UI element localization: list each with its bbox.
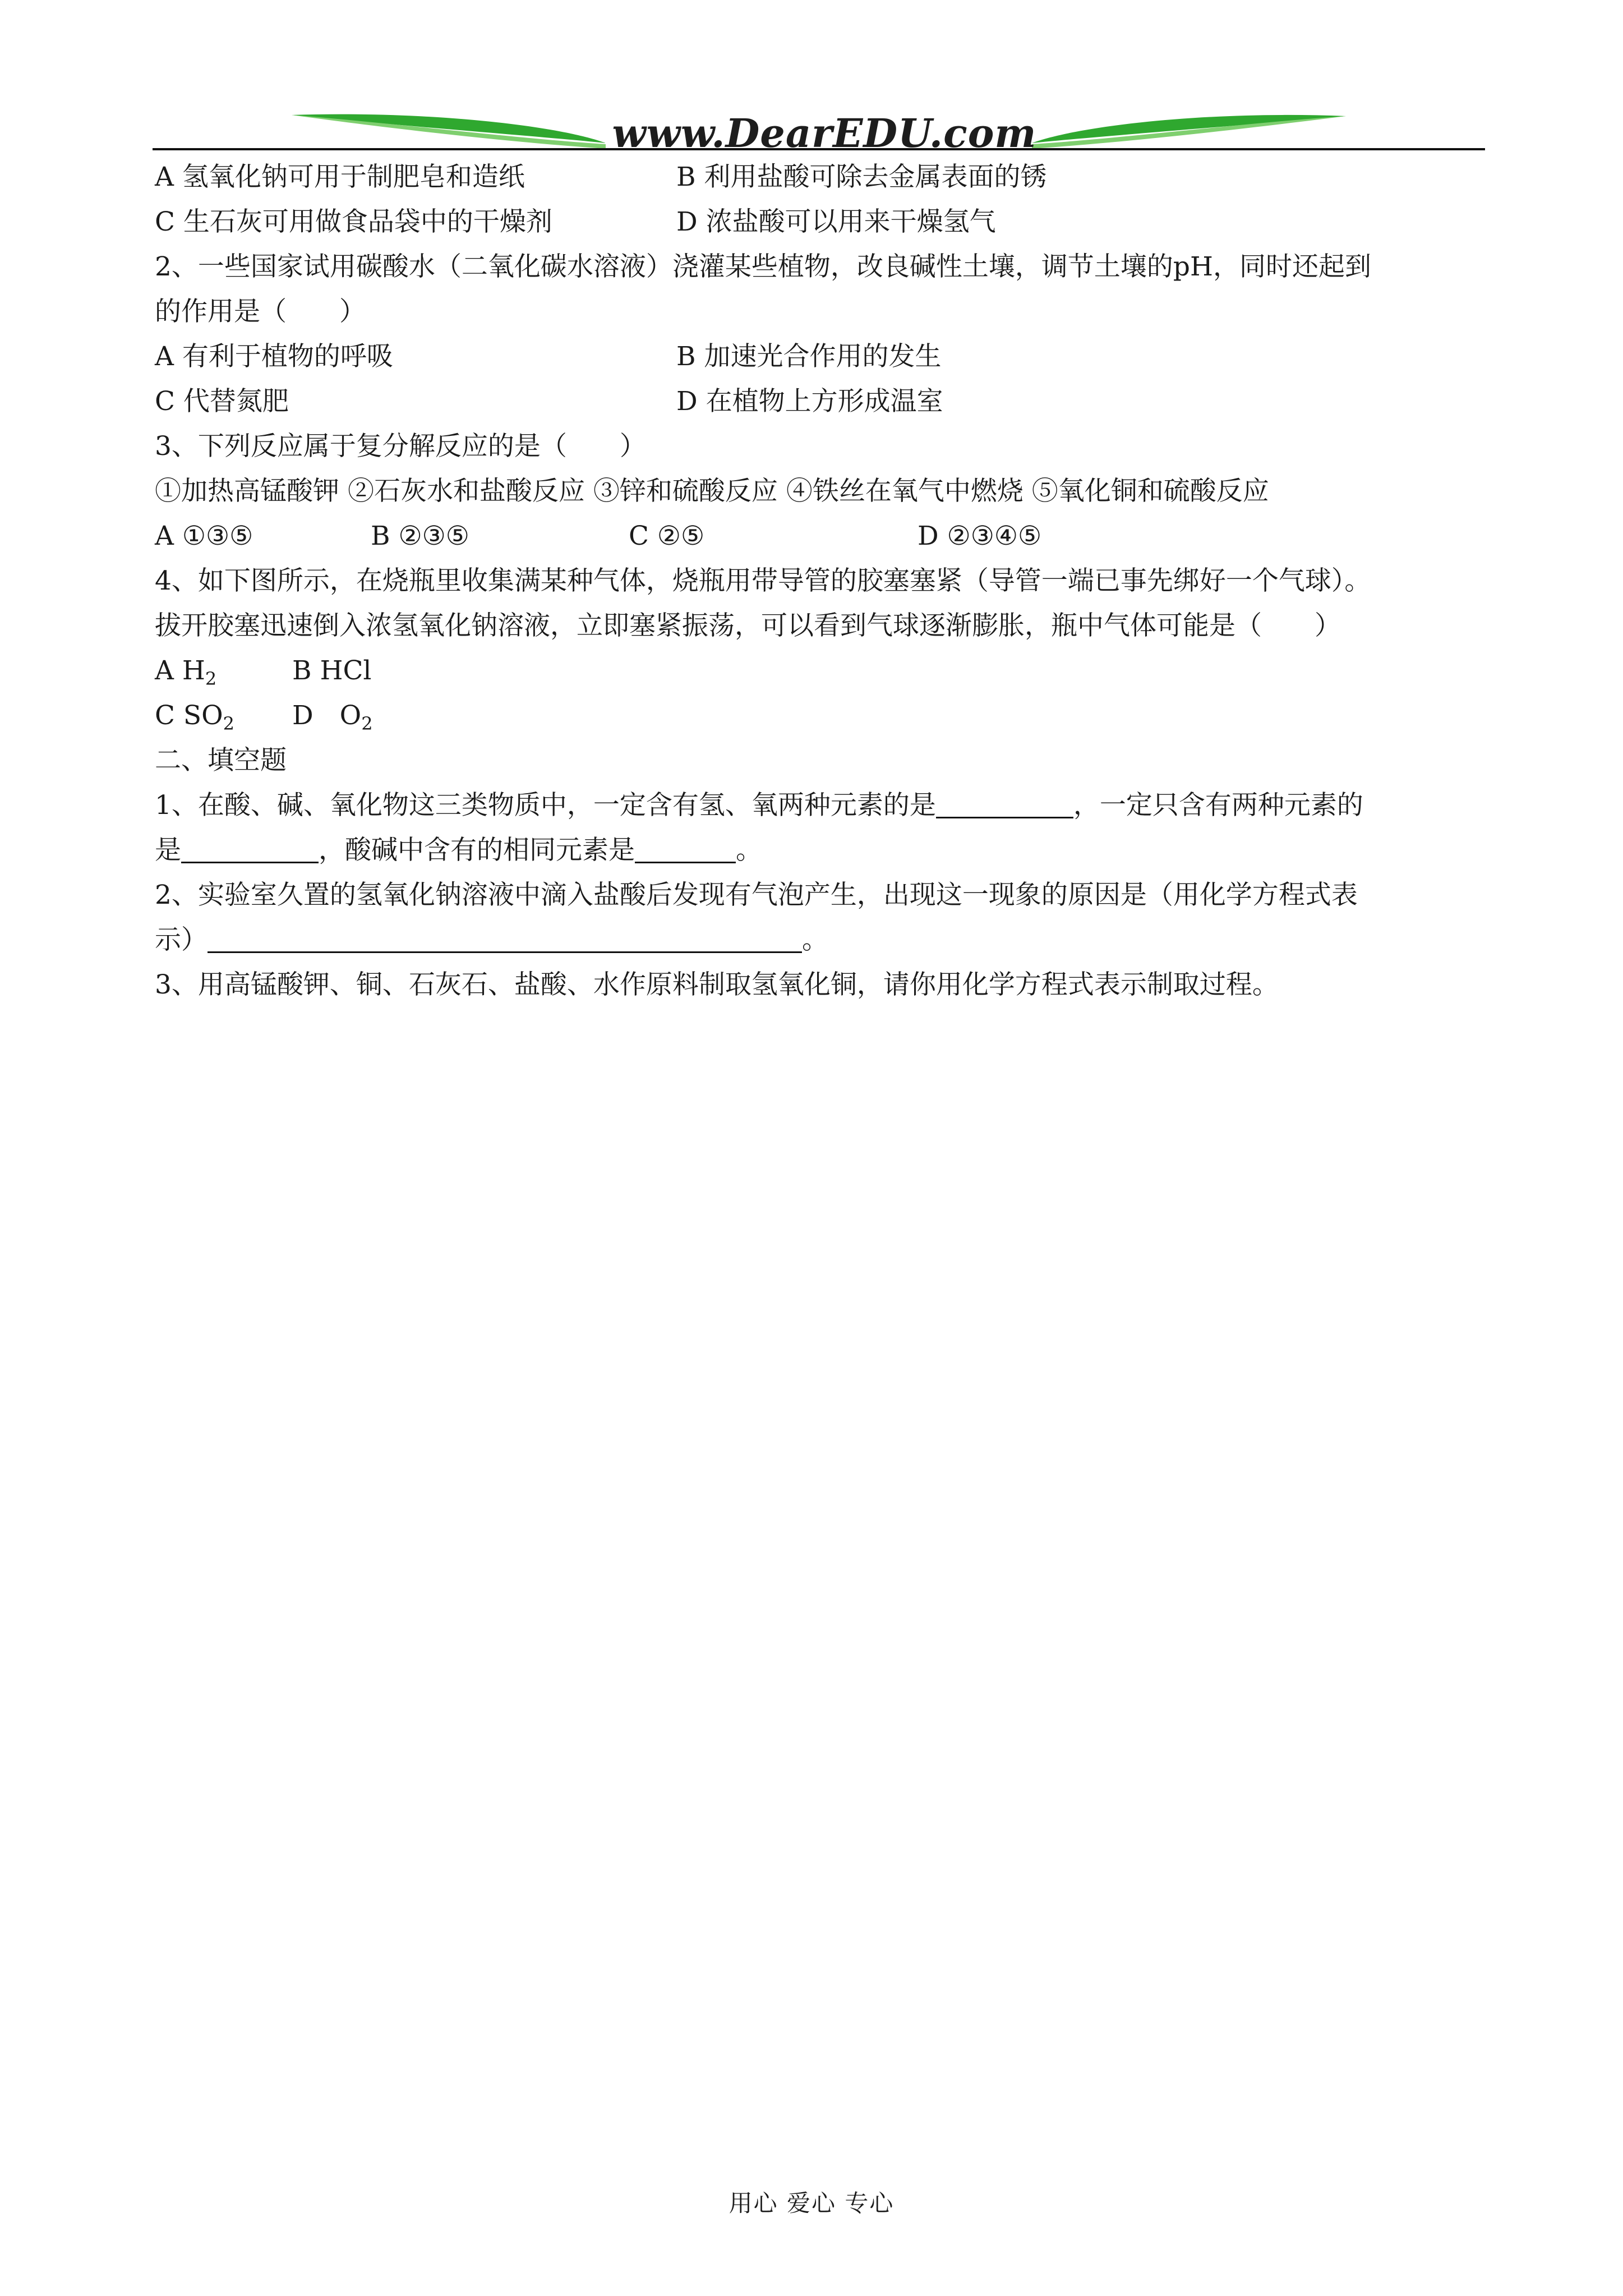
answer-blank[interactable]	[635, 836, 736, 863]
fill-q2-line-1: 2、实验室久置的氢氧化钠溶液中滴入盐酸后发现有气泡产生，出现这一现象的原因是（用化学方程式表	[155, 880, 1358, 910]
q2-options-row-2	[155, 385, 943, 418]
page-footer: 用心 爱心 专心	[728, 2189, 895, 2217]
fill-q1-line-1: 1、在酸、碱、氧化物这三类物质中，一定含有氢、氧两种元素的是 ，一定只含有两种元素的	[155, 790, 1363, 821]
q4-option-b: B HCl	[292, 655, 372, 686]
header-divider	[153, 148, 1485, 150]
q4-options-row-1	[155, 654, 371, 696]
q2-options-row-1	[155, 340, 941, 374]
q3-option-b: B ②③⑤	[371, 521, 469, 551]
q2-stem-line-2: 的作用是（ ）	[155, 296, 366, 327]
q3-stem: 3、下列反应属于复分解反应的是（ ）	[155, 431, 646, 462]
q3-option-a: A ①③⑤	[155, 521, 253, 551]
q2-option-c: C 代替氮肥	[155, 386, 289, 417]
q2-option-d: D 在植物上方形成温室	[676, 386, 943, 417]
q1-options-row-1	[155, 160, 1046, 194]
answer-blank[interactable]	[181, 836, 319, 863]
q4-stem-line-1: 4、如下图所示，在烧瓶里收集满某种气体，烧瓶用带导管的胶塞塞紧（导管一端已事先绑好一个气球）。	[155, 565, 1371, 596]
q4-options-row-2	[155, 699, 373, 740]
fill-q3-line: 3、用高锰酸钾、铜、石灰石、盐酸、水作原料制取氢氧化铜，请你用化学方程式表示制取过程。	[155, 969, 1279, 1000]
q1-option-b: B 利用盐酸可除去金属表面的锈	[676, 162, 1047, 192]
q3-option-c: C ②⑤	[629, 521, 705, 551]
q3-items: ①加热高锰酸钾 ②石灰水和盐酸反应 ③锌和硫酸反应 ④铁丝在氧气中燃烧 ⑤氧化铜和硫酸反应	[155, 476, 1269, 507]
q2-stem-line-1: 2、一些国家试用碳酸水（二氧化碳水溶液）浇灌某些植物，改良碱性土壤，调节土壤的pH，同时还起到	[155, 251, 1371, 282]
q3-options-row	[155, 519, 1041, 553]
answer-blank[interactable]	[936, 791, 1073, 818]
q3-option-d: D ②③④⑤	[917, 521, 1042, 551]
q1-option-a: A 氢氧化钠可用于制肥皂和造纸	[155, 162, 525, 192]
q1-option-d: D 浓盐酸可以用来干燥氢气	[676, 206, 996, 237]
q4-stem-line-2: 拔开胶塞迅速倒入浓氢氧化钠溶液，立即塞紧振荡，可以看到气球逐渐膨胀，瓶中气体可能是（ ）	[155, 610, 1341, 641]
q2-option-b: B 加速光合作用的发生	[676, 341, 942, 372]
q1-option-c: C 生石灰可用做食品袋中的干燥剂	[155, 206, 552, 237]
site-logo[interactable]: www.DearEDU.com	[612, 110, 1037, 157]
q4-option-c: C $SO_2$	[155, 700, 234, 734]
q4-option-a: A $H_2$	[155, 655, 217, 689]
fill-q2-line-2: 示） 。	[155, 924, 828, 955]
q4-option-d: D $O_2$	[292, 700, 373, 734]
fill-q1-line-2: 是 ，酸碱中含有的相同元素是 。	[155, 835, 762, 866]
section-2-heading: 二、填空题	[155, 745, 287, 776]
q1-options-row-2	[155, 205, 996, 239]
answer-blank[interactable]	[208, 926, 802, 953]
q2-option-a: A 有利于植物的呼吸	[155, 341, 393, 372]
